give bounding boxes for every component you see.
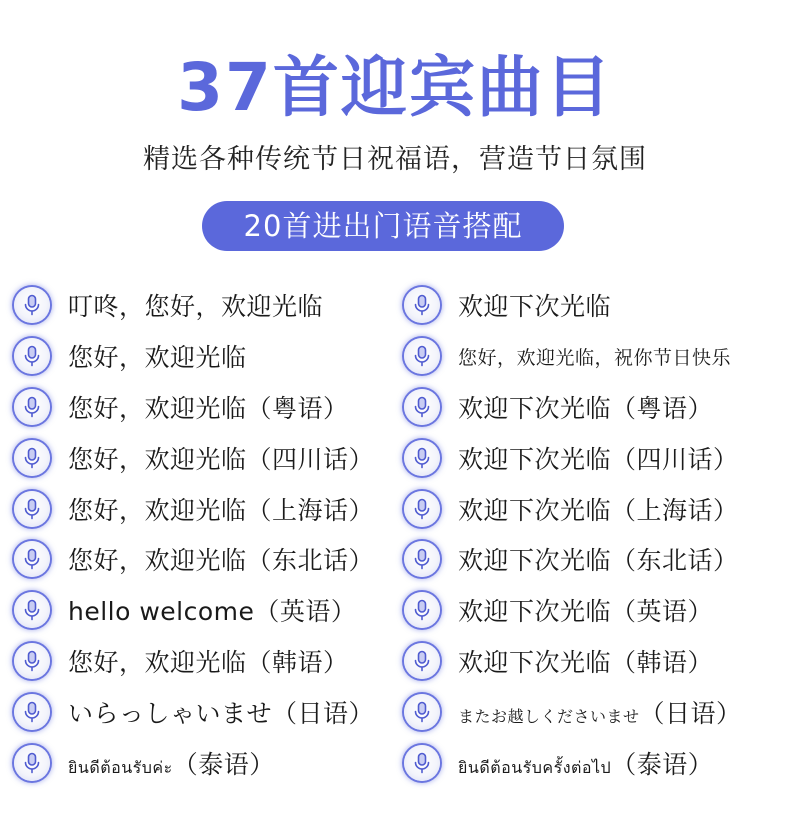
list-item[interactable]	[14, 534, 392, 585]
microphone-icon	[404, 541, 440, 577]
item-label: 您好，欢迎光临，祝你节日快乐	[458, 346, 732, 369]
list-item[interactable]	[14, 432, 392, 483]
list-item[interactable]	[14, 585, 392, 636]
item-label: 欢迎下次光临（上海话）	[458, 495, 739, 525]
item-label-suffix: （泰语）	[611, 749, 714, 779]
microphone-icon	[404, 745, 440, 781]
section-badge: 20首进出门语音搭配	[202, 201, 564, 251]
item-label: 欢迎下次光临（韩语）	[458, 647, 714, 677]
microphone-icon	[14, 592, 50, 628]
item-label-main: またお越しくださいませ	[458, 706, 640, 726]
list-item[interactable]	[404, 585, 788, 636]
microphone-icon	[404, 440, 440, 476]
microphone-icon	[404, 592, 440, 628]
item-label: 欢迎下次光临	[458, 292, 612, 322]
item-label-main: ยินดีต้อนรับครั้งต่อไป	[458, 757, 612, 777]
microphone-icon	[404, 287, 440, 323]
item-label: 您好，欢迎光临（韩语）	[68, 647, 349, 677]
microphone-icon	[14, 491, 50, 527]
item-label	[458, 745, 713, 781]
item-label-main: ยินดีต้อนรับค่ะ	[68, 757, 173, 777]
item-label-suffix: （日语）	[639, 698, 742, 728]
microphone-icon	[404, 694, 440, 730]
item-label-suffix: （泰语）	[172, 749, 275, 779]
microphone-icon	[14, 694, 50, 730]
item-label: 欢迎下次光临（粤语）	[458, 393, 714, 423]
list-item[interactable]	[14, 331, 392, 382]
right-column	[404, 280, 788, 788]
list-item[interactable]	[404, 737, 788, 788]
microphone-icon	[404, 643, 440, 679]
list-item[interactable]	[14, 686, 392, 737]
item-label: 您好，欢迎光临（四川话）	[68, 444, 375, 474]
page-subtitle: 精选各种传统节日祝福语，营造节日氛围	[143, 144, 647, 175]
item-label: 欢迎下次光临（东北话）	[458, 546, 739, 576]
list-item[interactable]	[404, 331, 788, 382]
list-item[interactable]	[14, 280, 392, 331]
microphone-icon	[14, 389, 50, 425]
microphone-icon	[404, 389, 440, 425]
item-label: hello welcome（英语）	[68, 597, 357, 627]
list-item[interactable]	[404, 280, 788, 331]
item-label	[68, 745, 275, 781]
microphone-icon	[404, 338, 440, 374]
microphone-icon	[14, 287, 50, 323]
microphone-icon	[14, 338, 50, 374]
microphone-icon	[14, 440, 50, 476]
list-item[interactable]	[14, 483, 392, 534]
microphone-icon	[404, 491, 440, 527]
item-label: 叮咚，您好，欢迎光临	[68, 292, 324, 322]
list-item[interactable]	[14, 382, 392, 433]
list-item[interactable]	[14, 737, 392, 788]
microphone-icon	[14, 643, 50, 679]
page-title: 37首迎宾曲目	[177, 49, 613, 126]
item-label: 您好，欢迎光临	[68, 343, 247, 373]
list-item[interactable]	[404, 534, 788, 585]
item-label: 欢迎下次光临（英语）	[458, 597, 714, 627]
list-item[interactable]	[404, 432, 788, 483]
list-item[interactable]	[404, 636, 788, 687]
item-label: 您好，欢迎光临（粤语）	[68, 393, 349, 423]
list-item[interactable]	[404, 382, 788, 433]
item-label: 欢迎下次光临（四川话）	[458, 444, 739, 474]
item-label: 您好，欢迎光临（上海话）	[68, 495, 375, 525]
item-label	[458, 694, 742, 730]
microphone-icon	[14, 745, 50, 781]
microphone-icon	[14, 541, 50, 577]
list-item[interactable]	[404, 483, 788, 534]
list-item[interactable]	[404, 686, 788, 737]
item-label: いらっしゃいませ（日语）	[68, 698, 375, 728]
list-item[interactable]	[14, 636, 392, 687]
item-label: 您好，欢迎光临（东北话）	[68, 546, 375, 576]
left-column	[14, 280, 392, 788]
